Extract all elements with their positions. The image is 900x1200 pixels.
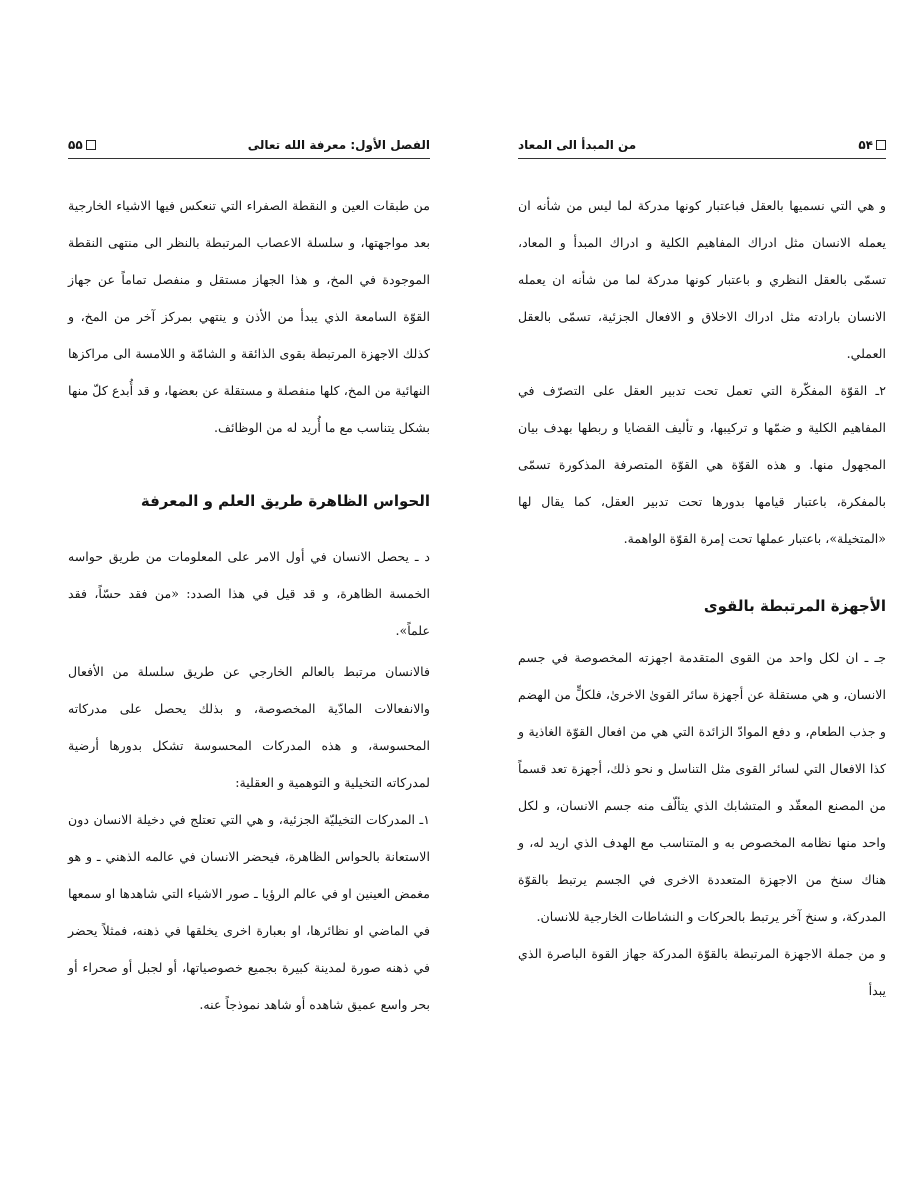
left-page-header: [68, 136, 430, 159]
left-paragraph-2: د ـ يحصل الانسان في أول الامر على المعلومات من طريق حواسه الخمسة الظاهرة، و قد قيل في هذا الصدد: «من فقد حسّاً، فقد علماً».: [68, 549, 430, 638]
right-paragraph-4: و من جملة الاجهزة المرتبطة بالقوّة المدركة جهاز القوة الباصرة الذي يبدأ: [518, 946, 886, 998]
right-page-number: ۵۴: [858, 138, 873, 152]
left-page-number-group: [68, 138, 96, 152]
left-paragraph-4: ١ـ المدركات التخيليّة الجزئية، و هي التي تعتلج في دخيلة الانسان دون الاستعانة بالحواس الظاهرة، فيحضر الانسان في عالمه الذهني ـ و هو مغمض العينين او في عالم الرؤيا ـ صور الاشياء التي شاهدها او سمعها في الماضي او نظائرها، او بعبارة اخرى يخلقها في ذهنه، فمثلاً يحضر في ذهنه صورة لمدينة كبيرة بجميع خصوصياتها، أو لجبل أو صحراء أو بحر واسع عميق شاهده أو شاهد نموذجاً عنه.: [68, 812, 430, 1012]
square-box-icon: [876, 140, 886, 150]
left-paragraph-3: فالانسان مرتبط بالعالم الخارجي عن طريق سلسلة من الأفعال والانفعالات المادّية المخصوصة، و بذلك يحصل على مدركاته المحسوسة، و هذه المدركات المحسوسة تشكل بدورها أرضية لمدركاته التخيلية و التوهمية و العقلية:: [68, 664, 430, 790]
left-paragraph-1: من طبقات العين و النقطة الصفراء التي تنعكس فيها الاشياء الخارجية بعد مواجهتها، و سلسلة الاعصاب المرتبطة بالنظر الى منتهى النقطة الموجودة في المخ، و هذا الجهاز مستقل و منفصل تماماً عن جهاز القوّة السامعة الذي يبدأ من الأذن و ينتهي بمركز آخر من المخ، و كذلك الاجهزة المرتبطة بقوى الذائقة و الشامّة و اللامسة الى مراكزها النهائية من المخ، كلها منفصلة و مستقلة عن بعضها، و قد أُبدع كلّ منها بشكل يتناسب مع ما أُريد له من الوظائف.: [68, 198, 430, 435]
right-paragraph-1: و هي التي نسميها بالعقل فباعتبار كونها مدركة لما ليس من شأنه ان يعمله الانسان مثل ادراك المفاهيم الكلية و ادراك المبدأ و المعاد، تسمّى بالعقل النظري و باعتبار كونها مدركة لما من شأنه ان يعمله الانسان بارادته مثل ادراك الاخلاق و الافعال الجزئية، تسمّى بالعقل العملي.: [518, 198, 886, 361]
right-page-body: [518, 187, 886, 1009]
left-page-body: [68, 187, 430, 1023]
right-page-number-group: [858, 138, 886, 152]
right-paragraph-2: ٢ـ القوّة المفكّرة التي تعمل تحت تدبير العقل على التصرّف في المفاهيم الكلية و ضمّها و تركيبها، و تأليف القضايا و ربطها بهدف بيان المجهول منها. و هذه القوّة هي القوّة المتصرفة المذكورة تسمّى بالمفكرة، باعتبار قيامها بدورها تحت تدبير العقل، كما يقال لها «المتخيلة»، باعتبار عملها تحت إمرة القوّة الواهمة.: [518, 383, 886, 546]
right-page: [518, 136, 886, 1136]
left-running-title: الفصل الأول: معرفة الله تعالى: [247, 138, 430, 152]
left-page-number: ۵۵: [68, 138, 83, 152]
square-box-icon: [86, 140, 96, 150]
right-page-header: [518, 136, 886, 159]
right-section-heading: الأجهزة المرتبطة بالقوى: [703, 597, 886, 615]
left-page: [68, 136, 430, 1136]
right-paragraph-3: جـ ـ ان لكل واحد من القوى المتقدمة اجهزته المخصوصة في جسم الانسان، و هي مستقلة عن أجهزة سائر القوىٰ الاخرىٰ، فلكلٍّ من الهضم و جذب الطعام، و دفع الموادّ الزائدة التي هي من افعال القوّة الغاذية و كذا الافعال التي لسائر القوى مثل التناسل و نحو ذلك، أجهزة تعد قسماً من المصنع المعقّد و المتشابك الذي يتألّف منه جسم الانسان، و لكل واحد منها نظامه المخصوص به و المتناسب مع الهدف الذي اريد له، و هناك سنخ من الاجهزة المتعددة الاخرى في الجسم يرتبط بالقوّة المدركة، و سنخ آخر يرتبط بالحركات و النشاطات الخارجية للانسان.: [518, 650, 886, 924]
left-section-heading: الحواس الظاهرة طريق العلم و المعرفة: [140, 492, 430, 510]
right-running-title: من المبدأ الى المعاد: [518, 138, 637, 152]
